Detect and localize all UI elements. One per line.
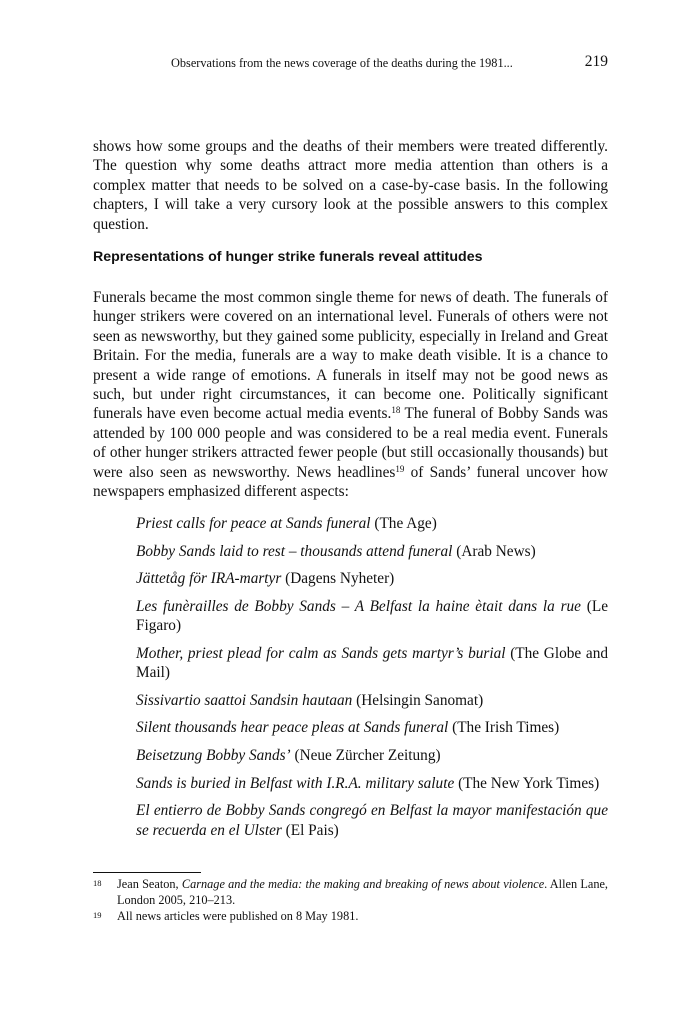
headline-item <box>136 774 608 793</box>
section-heading: Representations of hunger strike funerals reveal attitudes <box>93 249 483 265</box>
footnote-reference[interactable]: 18 <box>391 405 401 416</box>
headline-item <box>136 514 608 533</box>
footnote-book-title: Carnage and the media: the making and breaking of news about violence <box>181 877 545 891</box>
running-header <box>93 53 608 73</box>
footnote-marker: 18 <box>93 878 102 888</box>
headline-text: Beisetzung Bobby Sands’ <box>136 746 291 764</box>
paragraph-funerals <box>93 288 608 501</box>
newspaper-source: (Le Figaro) <box>136 597 608 635</box>
headline-item <box>136 801 608 840</box>
newspaper-source: (The Irish Times) <box>448 719 560 737</box>
footnote-publication: . Allen Lane, London 2005, 210–213. <box>117 877 609 907</box>
headline-text: Mother, priest plead for calm as Sands gets martyr’s burial <box>136 644 506 662</box>
headline-text: El entierro de Bobby Sands congregó en Belfast la mayor manifestación que se recuerda en el Ulster <box>136 802 608 839</box>
newspaper-source: (Neue Zürcher Zeitung) <box>290 746 441 764</box>
footnotes <box>93 877 608 926</box>
paragraph-continuation: shows how some groups and the deaths of their members were treated differently. The question why some deaths attract more media attention than others is a complex matter that needs to be solved on a case-by-case basis. In the following chapters, I will take a very cursory look at the possible answers to this complex question. <box>93 138 608 233</box>
footnote-18 <box>93 877 608 908</box>
newspaper-source: (Helsingin Sanomat) <box>352 691 484 709</box>
headline-text: Sissivartio saattoi Sandsin hautaan <box>136 691 353 709</box>
headline-item <box>136 691 608 710</box>
page-number: 219 <box>584 53 608 70</box>
footnote-reference[interactable]: 19 <box>395 463 405 474</box>
headline-text: Silent thousands hear peace pleas at Sands funeral <box>136 719 449 737</box>
headline-text: Sands is buried in Belfast with I.R.A. military salute <box>136 774 455 792</box>
newspaper-source: (Arab News) <box>452 542 536 560</box>
footnote-divider <box>93 872 201 873</box>
headline-item <box>136 644 608 683</box>
newspaper-source: (The Age) <box>370 515 437 532</box>
footnote-author: Jean Seaton, <box>117 877 182 891</box>
running-title: Observations from the news coverage of the deaths during the 1981... <box>171 56 513 70</box>
headline-item <box>136 597 608 636</box>
headline-text: Les funèrailles de Bobby Sands – A Belfast la haine ètait dans la rue <box>136 597 581 615</box>
newspaper-source: (Dagens Nyheter) <box>281 570 395 588</box>
footnote-19 <box>93 909 608 925</box>
headline-text: Priest calls for peace at Sands funeral <box>136 515 371 532</box>
newspaper-source: (The Globe and Mail) <box>136 644 608 682</box>
paragraph-text: Funerals became the most common single theme for news of death. The funerals of hunger strikers were covered on an international level. Funerals of others were not seen as newsworthy, but they gained some publicity, especially in Ireland and Great Britain. For the media, funerals are a way to make death visible. It is a chance to present a wide range of emotions. A funerals in itself may not be good news as such, but under right circumstances, it can become one. Politically significant funerals have even become actual media events. <box>93 289 608 423</box>
headline-text: Bobby Sands laid to rest – thousands attend funeral <box>136 542 453 560</box>
paragraph-text: of Sands’ funeral uncover how newspapers emphasized different aspects: <box>93 463 608 501</box>
headline-item <box>136 718 608 737</box>
headline-text: Jättetåg för IRA-martyr <box>136 570 282 588</box>
headline-item <box>136 746 608 765</box>
headline-item <box>136 569 608 588</box>
headline-list <box>136 514 608 848</box>
newspaper-source: (El Pais) <box>281 821 339 839</box>
newspaper-source: (The New York Times) <box>454 774 600 792</box>
paragraph-text: The funeral of Bobby Sands was attended by 100 000 people and was considered to be a real media event. Funerals of other hunger strikers attracted fewer people (but still occasionally thousands) but were also seen as newsworthy. News headlines <box>93 405 608 481</box>
footnote-text: All news articles were published on 8 May 1981. <box>117 909 359 923</box>
footnote-marker: 19 <box>93 910 102 920</box>
headline-item <box>136 542 608 561</box>
